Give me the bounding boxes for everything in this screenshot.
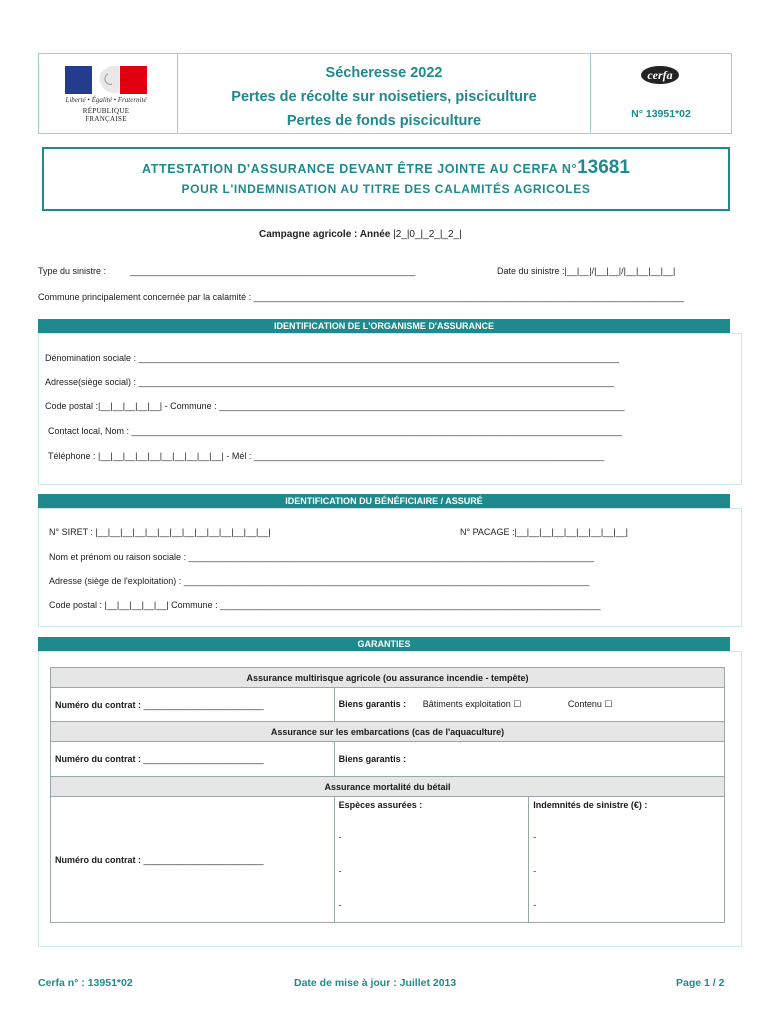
section-band-organisme: IDENTIFICATION DE L'ORGANISME D'ASSURANCE: [38, 319, 730, 333]
batiments-checkbox[interactable]: Bâtiments exploitation ☐: [422, 699, 522, 709]
indemnity-input-2[interactable]: -: [529, 854, 725, 888]
species-input-2[interactable]: -: [334, 854, 529, 888]
cattle-contract-cell[interactable]: [51, 797, 335, 923]
section-band-garanties: GARANTIES: [38, 637, 730, 651]
org-code-postal-field[interactable]: Code postal :|__|__|__|__|__| - Commune : _________________________________________________________________________________: [45, 401, 625, 411]
boats-header: Assurance sur les embarcations (cas de l'aquaculture): [51, 722, 725, 742]
date-sinistre-field[interactable]: Date du sinistre :|__|__|/|__|__|/|__|__|__|__|: [497, 266, 676, 276]
biens-label: Biens garantis :: [338, 699, 407, 709]
cerfa-number: N° 13951*02: [631, 108, 691, 120]
footer-page-number: Page 1 / 2: [676, 977, 725, 989]
garanties-table: [50, 667, 725, 923]
boats-contract-cell[interactable]: [51, 742, 335, 777]
campaign-label: Campagne agricole : Année: [259, 229, 391, 240]
cattle-header: Assurance mortalité du bétail: [51, 777, 725, 797]
indemnity-input-1[interactable]: -: [529, 820, 725, 854]
footer-update-date: Date de mise à jour : Juillet 2013: [294, 977, 457, 989]
attestation-line-1: [44, 157, 728, 179]
logo-motto: Liberté • Égalité • Fraternité: [65, 96, 147, 104]
form-header: [38, 53, 732, 134]
attestation-cerfa-number: 13681: [577, 157, 630, 178]
species-input-1[interactable]: -: [334, 820, 529, 854]
republique-francaise-logo: [61, 66, 151, 122]
footer-cerfa: Cerfa n° : 13951*02: [38, 977, 133, 989]
multirisk-contract-cell[interactable]: [51, 688, 335, 722]
cerfa-logo: cerfa: [641, 66, 679, 84]
contract-label: Numéro du contrat :: [55, 699, 142, 710]
contract-line[interactable]: ________________________: [143, 754, 264, 764]
title-line-1: Sécheresse 2022: [325, 65, 443, 81]
benef-code-postal-field[interactable]: Code postal : |__|__|__|__|__| Commune : ____________________________________________________________________________: [49, 600, 601, 610]
multirisk-biens-cell: [334, 688, 724, 722]
pacage-field[interactable]: N° PACAGE :|__|__|__|__|__|__|__|__|__|: [460, 527, 628, 537]
type-sinistre-field[interactable]: _________________________________________________________: [130, 266, 416, 276]
species-input-3[interactable]: -: [334, 888, 529, 923]
marianne-flag-icon: [65, 66, 147, 94]
logo-country: RÉPUBLIQUE FRANÇAISE: [82, 107, 130, 123]
species-label: Espèces assurées :: [334, 797, 529, 821]
boats-row: [51, 742, 725, 777]
attestation-box: [42, 147, 730, 211]
siret-field[interactable]: N° SIRET : |__|__|__|__|__|__|__|__|__|__|__|__|__|__|: [49, 527, 271, 537]
contract-line[interactable]: ________________________: [143, 699, 264, 710]
attestation-line-2: POUR L'INDEMNISATION AU TITRE DES CALAMITÉS AGRICOLES: [181, 182, 591, 196]
cattle-row: [51, 797, 725, 821]
multirisk-header-row: [51, 668, 725, 688]
nom-field[interactable]: Nom et prénom ou raison sociale : _________________________________________________________________________________: [49, 552, 595, 562]
section-band-beneficiaire: IDENTIFICATION DU BÉNÉFICIAIRE / ASSURÉ: [38, 494, 730, 508]
logo-cell: [39, 54, 178, 133]
cattle-header-row: [51, 777, 725, 797]
contract-line[interactable]: ________________________: [143, 854, 264, 865]
contract-label: Numéro du contrat :: [55, 854, 142, 865]
denomination-field[interactable]: Dénomination sociale : ________________________________________________________________________________________________: [45, 353, 620, 363]
multirisk-row: [51, 688, 725, 722]
indemnity-label: Indemnités de sinistre (€) :: [529, 797, 725, 821]
contenu-checkbox[interactable]: Contenu ☐: [567, 699, 613, 709]
title-cell: [178, 54, 591, 133]
indemnity-input-3[interactable]: -: [529, 888, 725, 923]
boats-header-row: [51, 722, 725, 742]
campaign-year: [259, 229, 462, 240]
campaign-value[interactable]: |2_|0_|_2_|_2_|: [393, 229, 462, 240]
commune-field[interactable]: Commune principalement concernée par la calamité : ______________________________________________________________________________________: [38, 292, 685, 302]
adresse-exploitation-field[interactable]: Adresse (siège de l'exploitation) : _________________________________________________________________________________: [49, 576, 590, 586]
type-sinistre-label: Type du sinistre :: [38, 266, 107, 276]
boats-biens-cell[interactable]: [334, 742, 724, 777]
cerfa-cell: [591, 54, 731, 133]
contract-label: Numéro du contrat :: [55, 754, 142, 764]
contact-field[interactable]: Contact local, Nom : __________________________________________________________________________________________________: [48, 426, 623, 436]
biens-label: Biens garantis :: [338, 754, 407, 764]
telephone-field[interactable]: Téléphone : |__|__|__|__|__|__|__|__|__|__| - Mél : ______________________________________________________________________: [48, 451, 605, 461]
title-line-3: Pertes de fonds pisciculture: [286, 113, 482, 129]
title-line-2: Pertes de récolte sur noisetiers, pisciculture: [231, 89, 537, 105]
adresse-siege-field[interactable]: Adresse(siège social) : _______________________________________________________________________________________________: [45, 377, 615, 387]
multirisk-header: Assurance multirisque agricole (ou assurance incendie - tempête): [51, 668, 725, 688]
attestation-text: ATTESTATION D'ASSURANCE DEVANT ÊTRE JOINTE AU CERFA N°: [142, 162, 578, 176]
